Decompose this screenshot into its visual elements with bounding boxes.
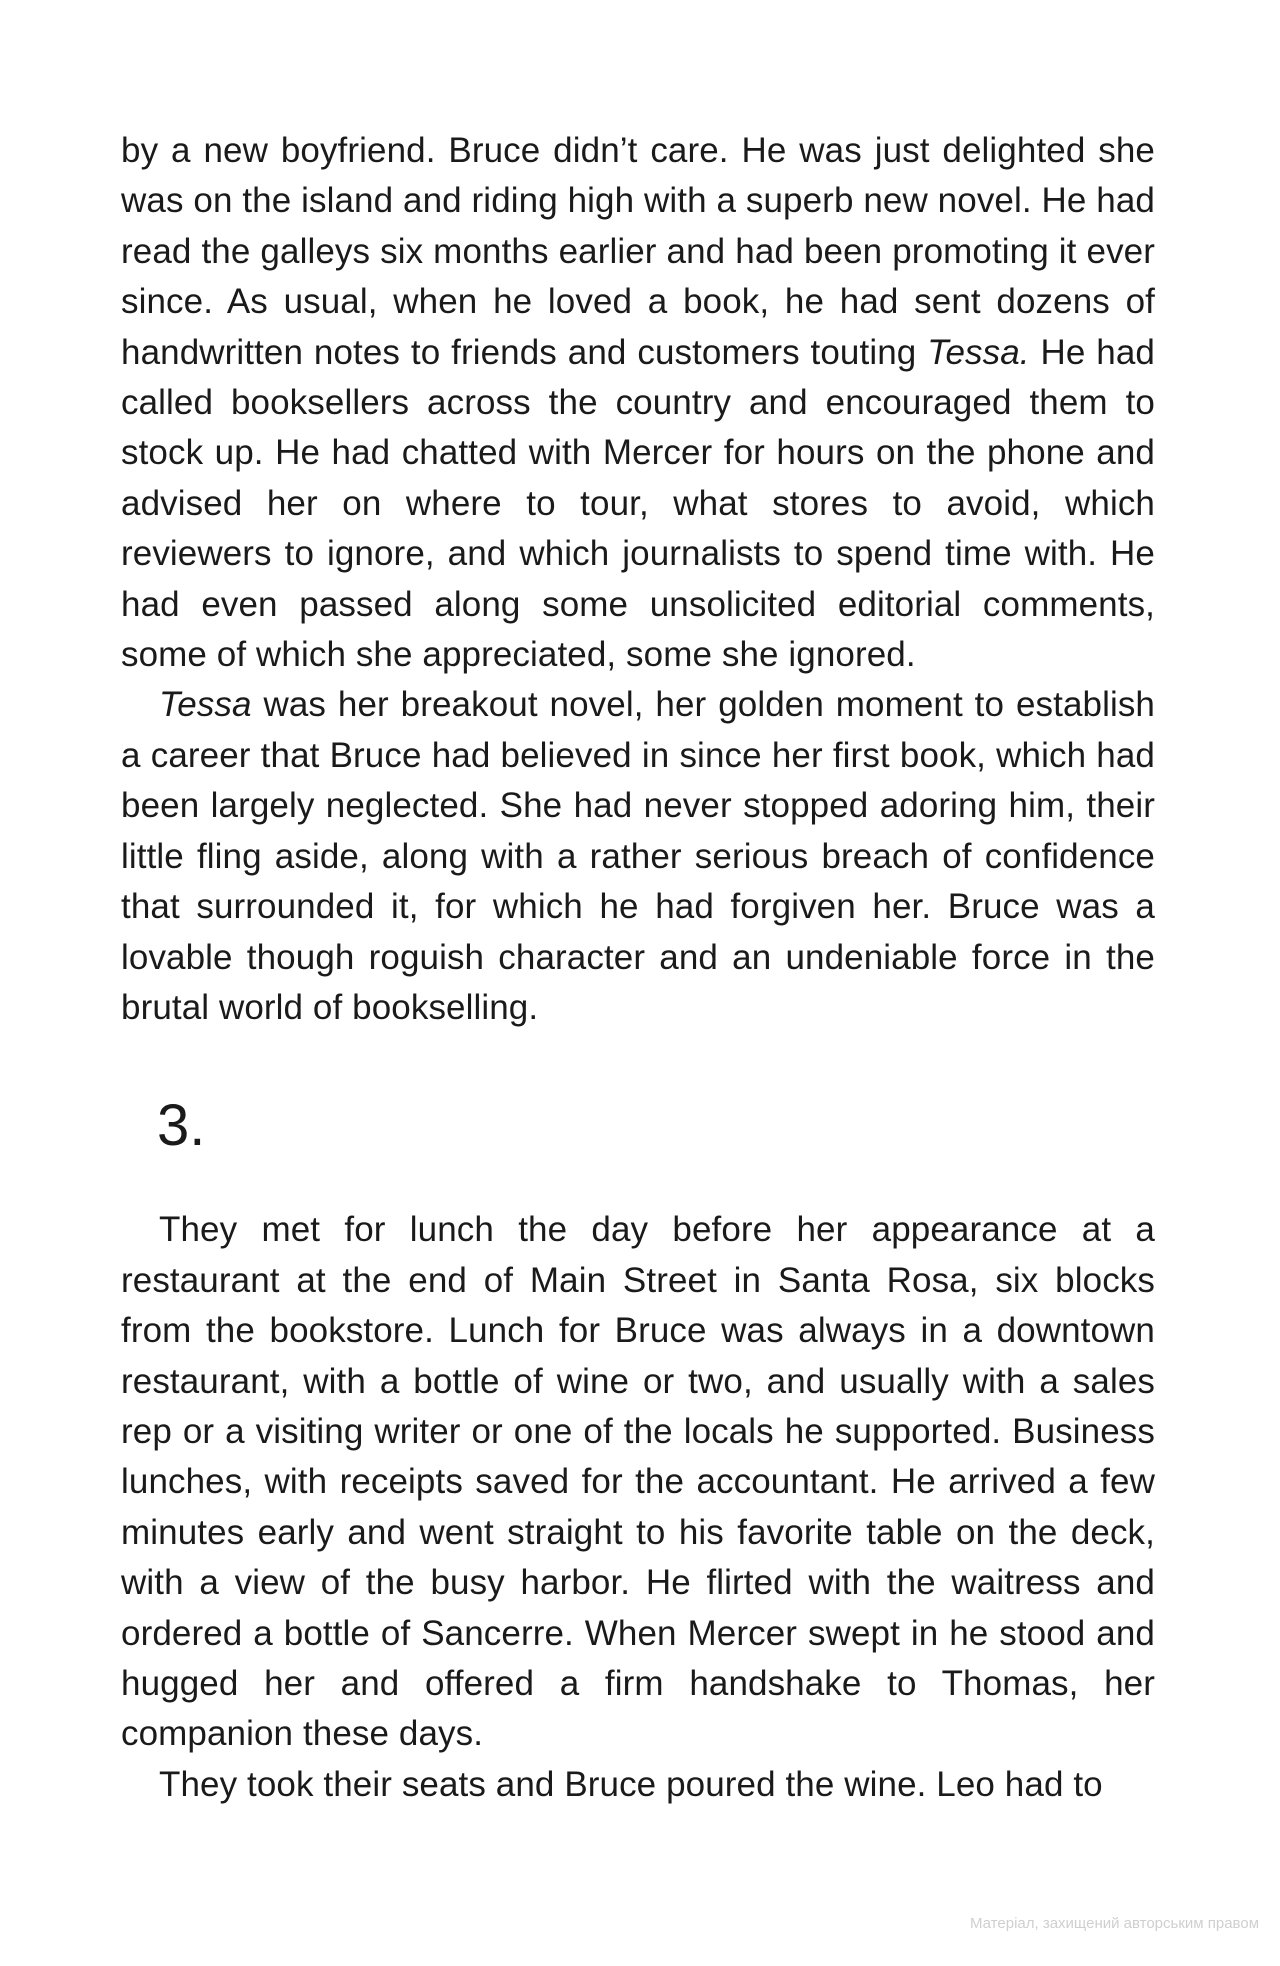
paragraph-1 — [121, 126, 1155, 680]
chapter-number: 3. — [157, 1093, 206, 1159]
paragraph-4: They took their seats and Bruce poured the wine. Leo had to — [159, 1764, 1103, 1804]
paragraph-1-text-rest: He had called booksellers across the country and encouraged them to stock up. He had chatted with Mercer for hours on the phone and advised her on where to tour, what stores to avoid, which reviewers to ignore, and which journalists to spend time with. He had even passed along some unsolicited editorial comments, some of which she appreciated, some she ignored. — [121, 332, 1155, 675]
paragraph-2 — [121, 680, 1155, 1033]
italic-title-tessa: Tessa. — [927, 332, 1030, 372]
italic-title-tessa-2: Tessa — [159, 685, 252, 725]
paragraph-2-text: was her breakout novel, her golden moment to establish a career that Bruce had believed in since her first book, which had been largely neglected. She had never stopped adoring him, their little fling aside, along with a rather serious breach of confidence that surrounded it, for which he had forgiven her. Bruce was a lovable though roguish character and an undeniable force in the brutal world of bookselling. — [121, 685, 1155, 1027]
book-page — [121, 126, 1155, 1810]
chapter-spacer-top — [121, 1033, 1155, 1091]
copyright-watermark: Матеріал, захищений авторським правом — [970, 1915, 1260, 1932]
paragraph-1-text: by a new boyfriend. Bruce didn’t care. He was just delighted she was on the island and riding high with a superb new novel. He had read the galleys six months earlier and had been promoting it ever since. As usual, when he loved a book, he had sent dozens of handwritten notes to friends and customers touting — [121, 131, 1155, 372]
paragraph-3: They met for lunch the day before her appearance at a restaurant at the end of Main Street in Santa Rosa, six blocks from the bookstore. Lunch for Bruce was always in a downtown restaurant, with a bottle of wine or two, and usually with a sales rep or a visiting writer or one of the locals he supported. Business lunches, with receipts saved for the accountant. He arrived a few minutes early and went straight to his favorite table on the deck, with a view of the busy harbor. He flirted with the waitress and ordered a bottle of Sancerre. When Mercer swept in he stood and hugged her and offered a firm handshake to Thomas, her companion these days. — [121, 1210, 1155, 1754]
chapter-spacer-bottom — [121, 1161, 1155, 1205]
